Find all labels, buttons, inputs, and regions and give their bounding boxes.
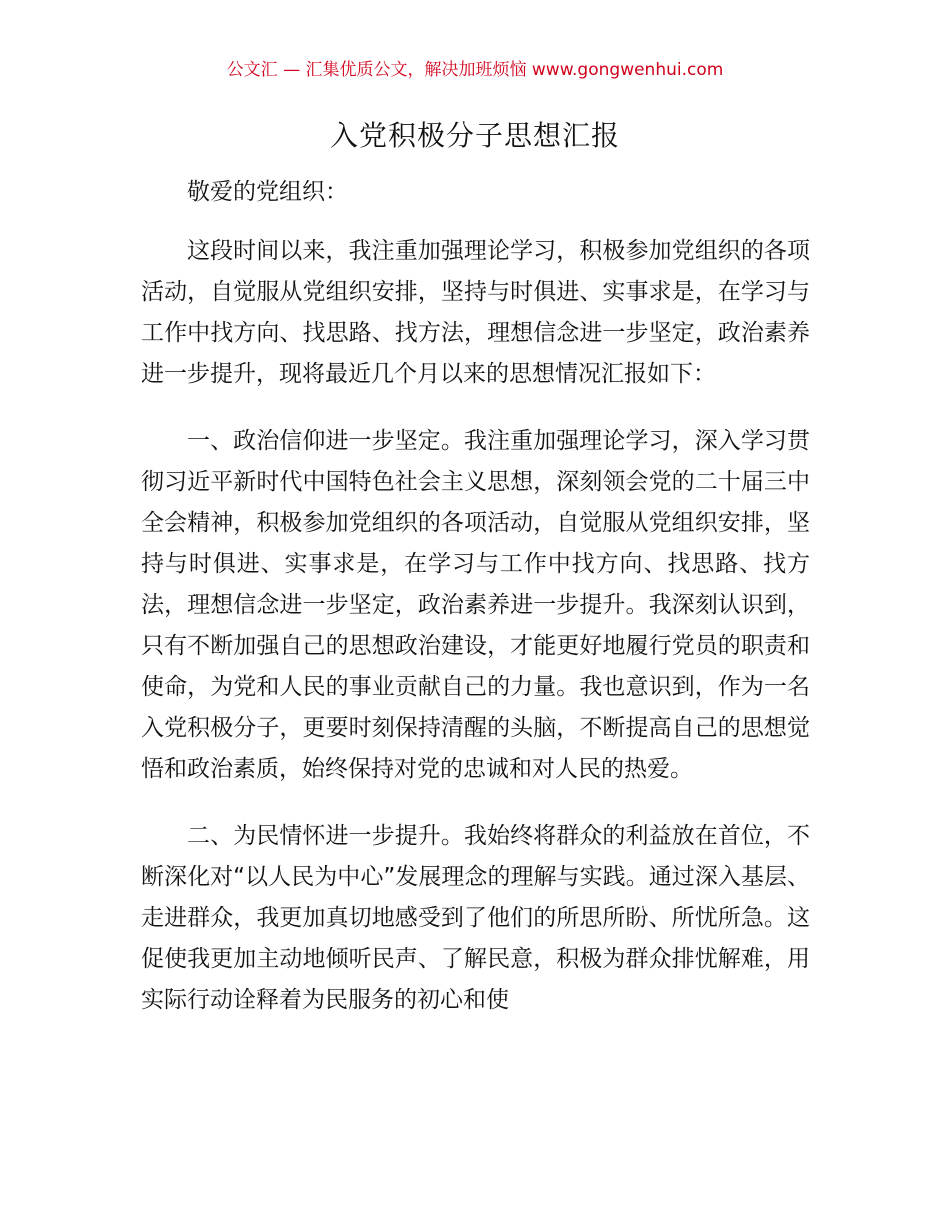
paragraph-people-sentiment: 二、为民情怀进一步提升。我始终将群众的利益放在首位，不断深化对“以人民为中心”发展理念的理解与实践。通过深入基层、走进群众，我更加真切地感受到了他们的所思所盼、所忧所急。这促使我更加主动地倾听民声、了解民意，积极为群众排忧解难，用实际行动诠释着为民服务的初心和使: [141, 823, 810, 1013]
paragraph-political-belief: 一、政治信仰进一步坚定。我注重加强理论学习，深入学习贯彻习近平新时代中国特色社会主义思想，深刻领会党的二十届三中全会精神，积极参加党组织的各项活动，自觉服从党组织安排，坚持与时俱进、实事求是，在学习与工作中找方向、找思路、找方法，理想信念进一步坚定，政治素养进一步提升。我深刻认识到，只有不断加强自己的思想政治建设，才能更好地履行党员的职责和使命，为党和人民的事业贡献自己的力量。我也意识到，作为一名入党积极分子，更要时刻保持清醒的头脑，不断提高自己的思想觉悟和政治素质，始终保持对党的忠诚和对人民的热爱。: [141, 428, 810, 782]
document-body: [141, 172, 810, 1047]
salutation: 敬爱的党组织：: [187, 179, 348, 205]
document-title: 入党积极分子思想汇报: [329, 119, 620, 152]
paragraph-intro: 这段时间以来，我注重加强理论学习，积极参加党组织的各项活动，自觉服从党组织安排，坚持与时俱进、实事求是，在学习与工作中找方向、找思路、找方法，理想信念进一步坚定，政治素养进一步提升，现将最近几个月以来的思想情况汇报如下：: [141, 238, 810, 387]
header-banner: 公文汇 — 汇集优质公文，解决加班烦恼 www.gongwenhui.com: [226, 60, 724, 80]
